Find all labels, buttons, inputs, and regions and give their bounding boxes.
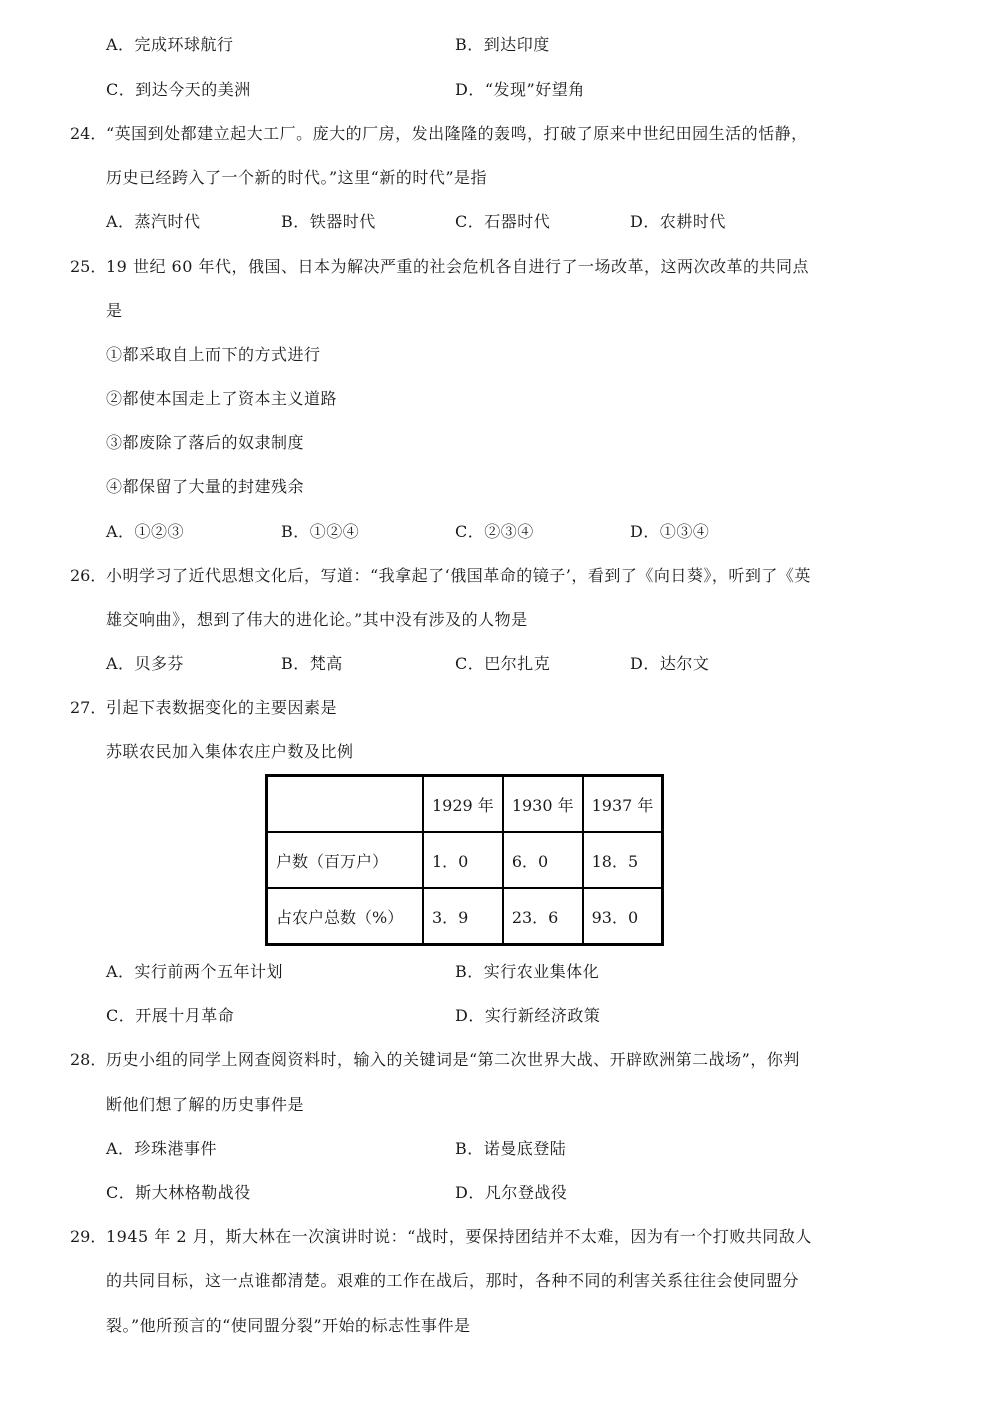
q29-stem-line1: 1945 年 2 月，斯大林在一次演讲时说：“战时，要保持团结并不太难，因为有一个打败共同敌人 — [106, 1227, 812, 1246]
q27-number: 27． — [70, 698, 107, 717]
q25-stem-line2: 是 — [106, 301, 123, 320]
q26-option-a: A．贝多芬 — [106, 654, 185, 673]
table-cell: 1．0 — [423, 832, 503, 888]
table-cell: 6．0 — [503, 832, 583, 888]
q25-item-2: ②都使本国走上了资本主义道路 — [106, 389, 338, 408]
table-cell: 93．0 — [583, 888, 663, 945]
table-cell: 23．6 — [503, 888, 583, 945]
q28-stem-line2: 断他们想了解的历史事件是 — [106, 1095, 305, 1114]
collective-farm-table — [265, 774, 664, 946]
table-cell: 3．9 — [423, 888, 503, 945]
table-row — [267, 832, 663, 888]
q27-option-d: D．实行新经济政策 — [455, 1006, 601, 1025]
q26-number: 26． — [70, 566, 107, 585]
table-header-cell — [267, 776, 424, 833]
table-header-row — [267, 776, 663, 833]
q27-stem-line1: 引起下表数据变化的主要因素是 — [106, 698, 338, 717]
q25-option-d: D．①③④ — [630, 522, 710, 541]
table-header-cell: 1929 年 — [423, 776, 503, 833]
q26-option-c: C．巴尔扎克 — [455, 654, 551, 673]
q26-stem-line2: 雄交响曲》，想到了伟大的进化论。”其中没有涉及的人物是 — [106, 610, 528, 629]
q25-stem-line1: 19 世纪 60 年代，俄国、日本为解决严重的社会危机各自进行了一场改革，这两次改革的共同点 — [106, 257, 809, 276]
q28-stem-line1: 历史小组的同学上网查阅资料时，输入的关键词是“第二次世界大战、开辟欧洲第二战场”，你判 — [106, 1050, 800, 1069]
q27-option-c: C．开展十月革命 — [106, 1006, 235, 1025]
q23-option-c: C．到达今天的美洲 — [106, 80, 251, 99]
q28-number: 28． — [70, 1050, 107, 1069]
table-header-cell: 1930 年 — [503, 776, 583, 833]
q28-option-b: B．诺曼底登陆 — [455, 1139, 567, 1158]
q27-option-a: A．实行前两个五年计划 — [106, 962, 284, 981]
q25-item-4: ④都保留了大量的封建残余 — [106, 477, 305, 496]
q29-stem-line3: 裂。”他所预言的“使同盟分裂”开始的标志性事件是 — [106, 1316, 471, 1335]
q24-number: 24． — [70, 124, 107, 143]
q25-option-c: C．②③④ — [455, 522, 534, 541]
q27-table-caption: 苏联农民加入集体农庄户数及比例 — [106, 742, 354, 761]
q24-option-d: D．农耕时代 — [630, 212, 726, 231]
q24-option-c: C．石器时代 — [455, 212, 551, 231]
q28-option-d: D．凡尔登战役 — [455, 1183, 568, 1202]
q28-option-c: C．斯大林格勒战役 — [106, 1183, 251, 1202]
q25-option-b: B．①②④ — [281, 522, 360, 541]
q26-stem-line1: 小明学习了近代思想文化后，写道：“我拿起了‘俄国革命的镜子’，看到了《向日葵》，听到了《英 — [106, 566, 811, 585]
q25-item-1: ①都采取自上而下的方式进行 — [106, 345, 321, 364]
q29-number: 29． — [70, 1227, 107, 1246]
q28-option-a: A．珍珠港事件 — [106, 1139, 218, 1158]
q24-stem-line2: 历史已经跨入了一个新的时代。”这里“新的时代”是指 — [106, 168, 488, 187]
q26-option-b: B．梵高 — [281, 654, 343, 673]
q23-option-b: B．到达印度 — [455, 35, 550, 54]
q23-option-a: A．完成环球航行 — [106, 35, 234, 54]
q27-option-b: B．实行农业集体化 — [455, 962, 600, 981]
q25-item-3: ③都废除了落后的奴隶制度 — [106, 433, 305, 452]
table-cell: 户数（百万户） — [267, 832, 424, 888]
q25-option-a: A．①②③ — [106, 522, 185, 541]
table-row — [267, 888, 663, 945]
q24-option-a: A．蒸汽时代 — [106, 212, 201, 231]
q25-number: 25． — [70, 257, 107, 276]
q29-stem-line2: 的共同目标，这一点谁都清楚。艰难的工作在战后，那时，各种不同的利害关系往往会使同盟分 — [106, 1271, 800, 1290]
q23-option-d: D．“发现”好望角 — [455, 80, 585, 99]
table-header-cell: 1937 年 — [583, 776, 663, 833]
q26-option-d: D．达尔文 — [630, 654, 710, 673]
q24-stem-line1: “英国到处都建立起大工厂。庞大的厂房，发出隆隆的轰鸣，打破了原来中世纪田园生活的恬静， — [106, 124, 808, 143]
table-cell: 18．5 — [583, 832, 663, 888]
q24-option-b: B．铁器时代 — [281, 212, 376, 231]
table-cell: 占农户总数（%） — [267, 888, 424, 945]
